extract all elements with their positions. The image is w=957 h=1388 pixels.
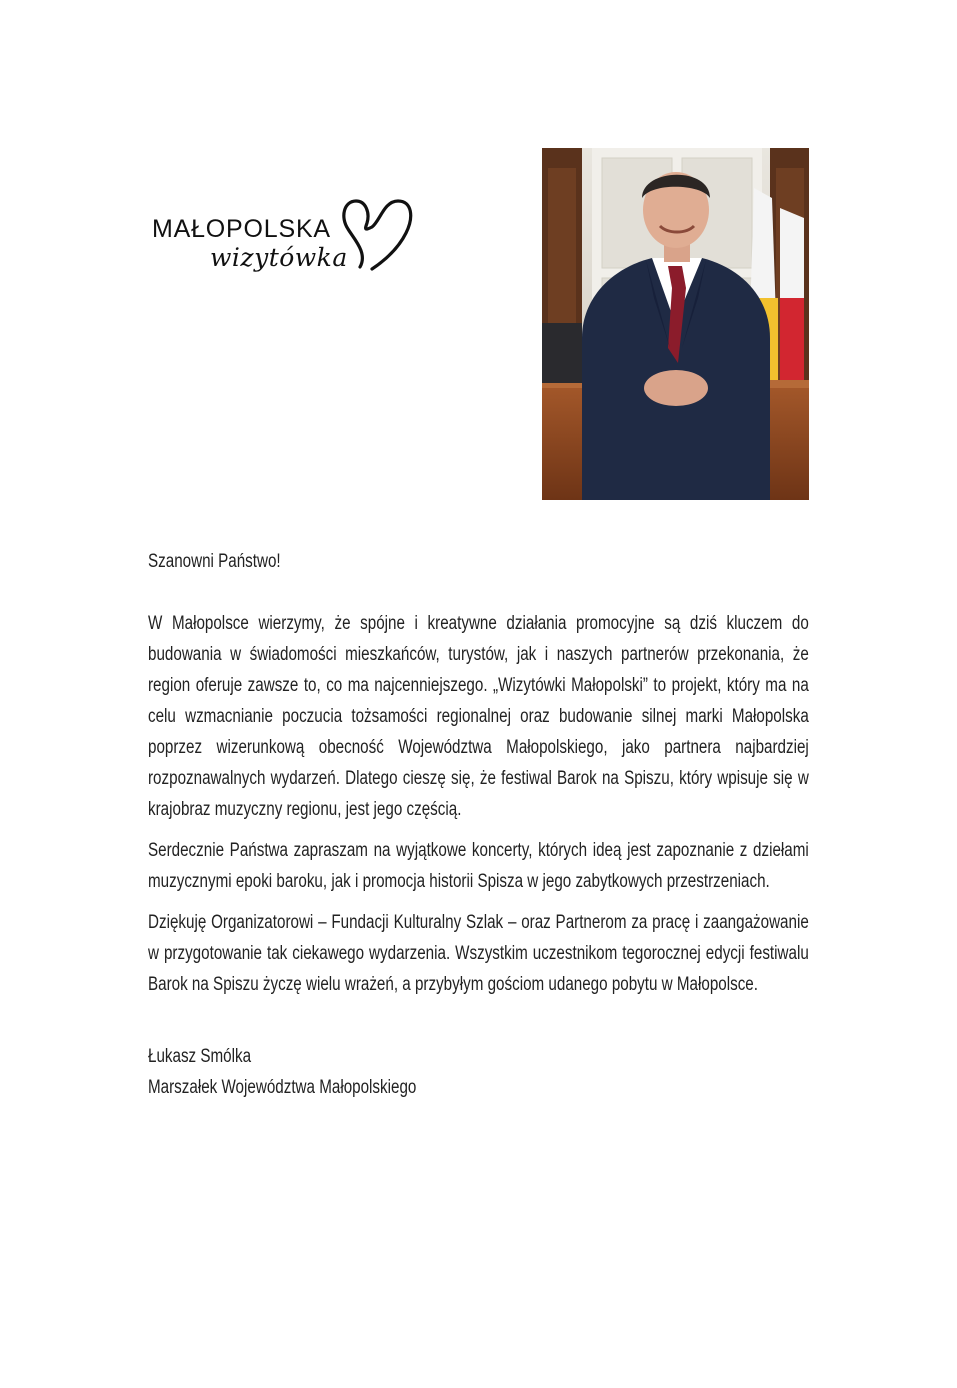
heart-icon xyxy=(340,195,420,275)
signature-title: Marszałek Województwa Małopolskiego xyxy=(148,1077,417,1098)
paragraph-2: Serdecznie Państwa zapraszam na wyjątkowe koncerty, których ideą jest zapoznanie z dziełami muzycznymi epoki baroku, jak i promocja historii Spisza w jego zabytkowych przestrzeniach. xyxy=(148,840,809,892)
portrait-illustration xyxy=(542,148,809,500)
greeting: Szanowni Państwo! xyxy=(148,551,281,572)
logo-tagline: wizytówka xyxy=(210,243,348,272)
signature-name: Łukasz Smólka xyxy=(148,1046,252,1067)
logo-wordmark: MAŁOPOLSKA xyxy=(152,215,331,243)
signature xyxy=(148,1041,809,1103)
paragraph-3: Dziękuję Organizatorowi – Fundacji Kulturalny Szlak – oraz Partnerom za pracę i zaangażowanie w przygotowanie tak ciekawego wydarzenia. Wszystkim uczestnikom tegorocznej edycji festiwalu Barok na Spiszu życzę wielu wrażeń, a przybyłym gościom udanego pobytu w Małopolsce. xyxy=(148,912,809,995)
portrait-photo xyxy=(542,148,809,500)
letter-body xyxy=(148,546,809,1103)
malopolska-logo xyxy=(150,195,420,285)
paragraph-1: W Małopolsce wierzymy, że spójne i kreatywne działania promocyjne są dziś kluczem do budowania w świadomości mieszkańców, turystów, jak i naszych partnerów przekonania, że region oferuje zawsze to, co ma najcenniejszego. „Wizytówki Małopolski” to projekt, który ma na celu wzmacnianie poczucia tożsamości regionalnej oraz budowanie silnej marki Małopolska poprzez wizerunkową obecność Województwa Małopolskiego, jako partnera najbardziej rozpoznawalnych wydarzeń. Dlatego cieszę się, że festiwal Barok na Spiszu, który wpisuje się w krajobraz muzyczny regionu, jest jego częścią. xyxy=(148,613,809,820)
